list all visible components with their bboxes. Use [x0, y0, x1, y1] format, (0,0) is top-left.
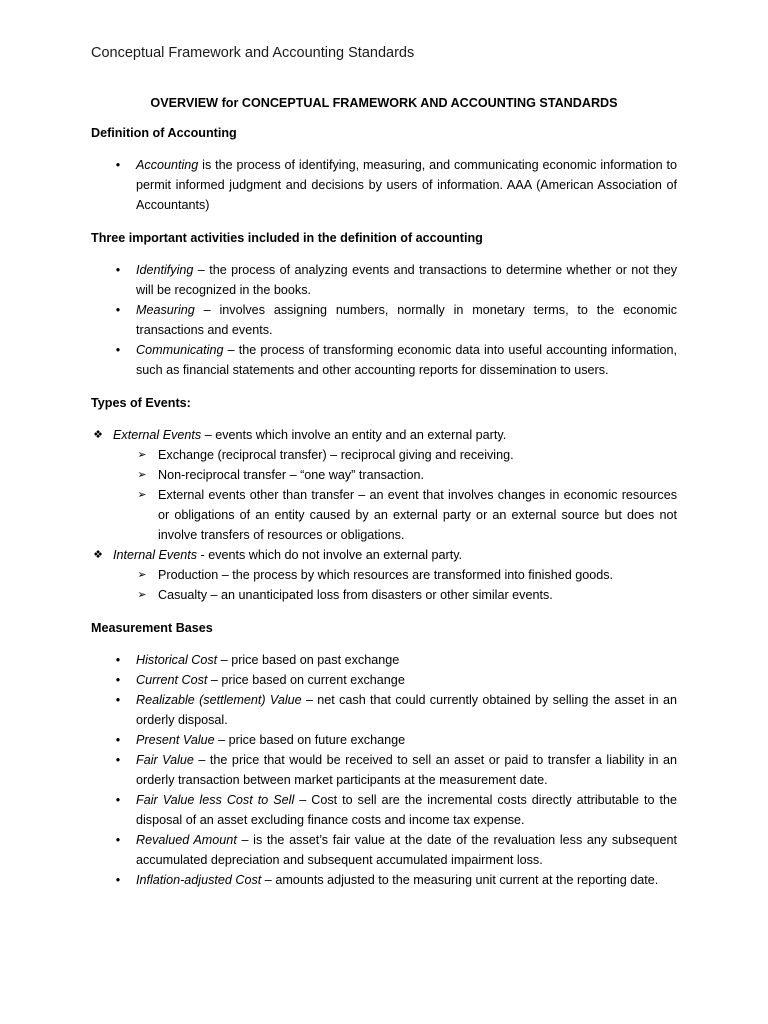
- bullet-icon: •: [115, 733, 121, 747]
- bullet-icon: •: [115, 263, 121, 277]
- term-description: – involves assigning numbers, normally in monetary terms, to the economic transactions and events.: [136, 303, 677, 337]
- bullet-icon: •: [115, 343, 121, 357]
- document-title: OVERVIEW for CONCEPTUAL FRAMEWORK AND ACCOUNTING STANDARDS: [150, 96, 618, 110]
- term-description: – events which involve an entity and an external party.: [201, 428, 507, 442]
- sub-list-item: [113, 485, 677, 545]
- list-item: [91, 300, 677, 340]
- list-item: [91, 340, 677, 380]
- events-list: [91, 425, 677, 605]
- term: Inflation-adjusted Cost: [136, 873, 262, 887]
- sub-list: [113, 445, 677, 545]
- page-header: Conceptual Framework and Accounting Standards: [91, 45, 415, 61]
- term-description: – net cash that could currently obtained by selling the asset in an orderly disposal.: [136, 693, 677, 727]
- term: Realizable (settlement) Value: [136, 693, 302, 707]
- bullet-icon: •: [115, 693, 121, 707]
- term: Revalued Amount: [136, 833, 237, 847]
- term-description: is the process of identifying, measuring, and communicating economic information to permit informed judgment and decisions by users of information. AAA (American Association of Accountants): [136, 158, 677, 212]
- measurement-list: [91, 650, 677, 890]
- term-description: – the process of analyzing events and transactions to determine whether or not they will be recognized in the books.: [136, 263, 677, 297]
- sub-list-item: [113, 585, 677, 605]
- bullet-icon: •: [115, 653, 121, 667]
- list-item: [91, 670, 677, 690]
- term: Identifying: [136, 263, 194, 277]
- sub-list-item: [113, 465, 677, 485]
- term-description: - events which do not involve an external party.: [197, 548, 463, 562]
- bullet-icon: •: [115, 873, 121, 887]
- document-body: [91, 94, 677, 904]
- term: Internal Events: [113, 548, 198, 562]
- event-group: [91, 425, 677, 545]
- list-item: [91, 650, 677, 670]
- bullet-icon: •: [115, 793, 121, 807]
- term: Present Value: [136, 733, 215, 747]
- sub-list-item: [113, 565, 677, 585]
- list-item: [91, 730, 677, 750]
- activities-list: [91, 260, 677, 380]
- list-item: [91, 260, 677, 300]
- sub-item-text: Non-reciprocal transfer – “one way” transaction.: [158, 468, 424, 482]
- section-heading-definition: Definition of Accounting: [91, 126, 237, 140]
- arrow-bullet-icon: ➢: [137, 469, 147, 481]
- arrow-bullet-icon: ➢: [137, 449, 147, 461]
- term-description: – is the asset’s fair value at the date of the revaluation less any subsequent accumulated depreciation and subsequent accumulated impairment loss.: [136, 833, 677, 867]
- term: Historical Cost: [136, 653, 218, 667]
- section-heading-events: Types of Events:: [91, 396, 191, 410]
- term: Current Cost: [136, 673, 208, 687]
- term-description: – price based on current exchange: [207, 673, 405, 687]
- list-item: [91, 870, 677, 890]
- arrow-bullet-icon: ➢: [137, 589, 147, 601]
- list-item: [91, 690, 677, 730]
- bullet-icon: •: [115, 158, 121, 172]
- sub-list: [113, 565, 677, 605]
- arrow-bullet-icon: ➢: [137, 489, 147, 501]
- term: Fair Value: [136, 753, 194, 767]
- list-item: [91, 155, 677, 215]
- list-item: [91, 790, 677, 830]
- event-group: [91, 545, 677, 605]
- term-description: – the process of transforming economic data into useful accounting information, such as financial statements and other accounting reports for dissemination to users.: [136, 343, 677, 377]
- diamond-bullet-icon: ❖: [93, 429, 103, 441]
- bullet-icon: •: [115, 303, 121, 317]
- sub-item-text: Casualty – an unanticipated loss from disasters or other similar events.: [158, 588, 553, 602]
- term-description: – price based on past exchange: [217, 653, 400, 667]
- bullet-icon: •: [115, 833, 121, 847]
- sub-item-text: External events other than transfer – an event that involves changes in economic resources or obligations of an entity caused by an external party or an external source but does not involve transfers of resources or obligations.: [158, 488, 677, 542]
- term: External Events: [113, 428, 202, 442]
- term: Measuring: [136, 303, 195, 317]
- term-description: – the price that would be received to sell an asset or paid to transfer a liability in an orderly transaction between market participants at the measurement date.: [136, 753, 677, 787]
- bullet-icon: •: [115, 753, 121, 767]
- term-description: – amounts adjusted to the measuring unit current at the reporting date.: [261, 873, 659, 887]
- sub-item-text: Exchange (reciprocal transfer) – reciprocal giving and receiving.: [158, 448, 514, 462]
- section-heading-measurement: Measurement Bases: [91, 621, 213, 635]
- term: Communicating: [136, 343, 224, 357]
- term: Fair Value less Cost to Sell: [136, 793, 295, 807]
- definition-list: [91, 155, 677, 215]
- sub-item-text: Production – the process by which resources are transformed into finished goods.: [158, 568, 614, 582]
- section-heading-activities: Three important activities included in the definition of accounting: [91, 231, 483, 245]
- term-description: – Cost to sell are the incremental costs directly attributable to the disposal of an asset excluding finance costs and income tax expense.: [136, 793, 677, 827]
- list-item: [91, 750, 677, 790]
- arrow-bullet-icon: ➢: [137, 569, 147, 581]
- list-item: [91, 830, 677, 870]
- term: Accounting: [136, 158, 199, 172]
- term-description: – price based on future exchange: [214, 733, 406, 747]
- bullet-icon: •: [115, 673, 121, 687]
- diamond-bullet-icon: ❖: [93, 549, 103, 561]
- sub-list-item: [113, 445, 677, 465]
